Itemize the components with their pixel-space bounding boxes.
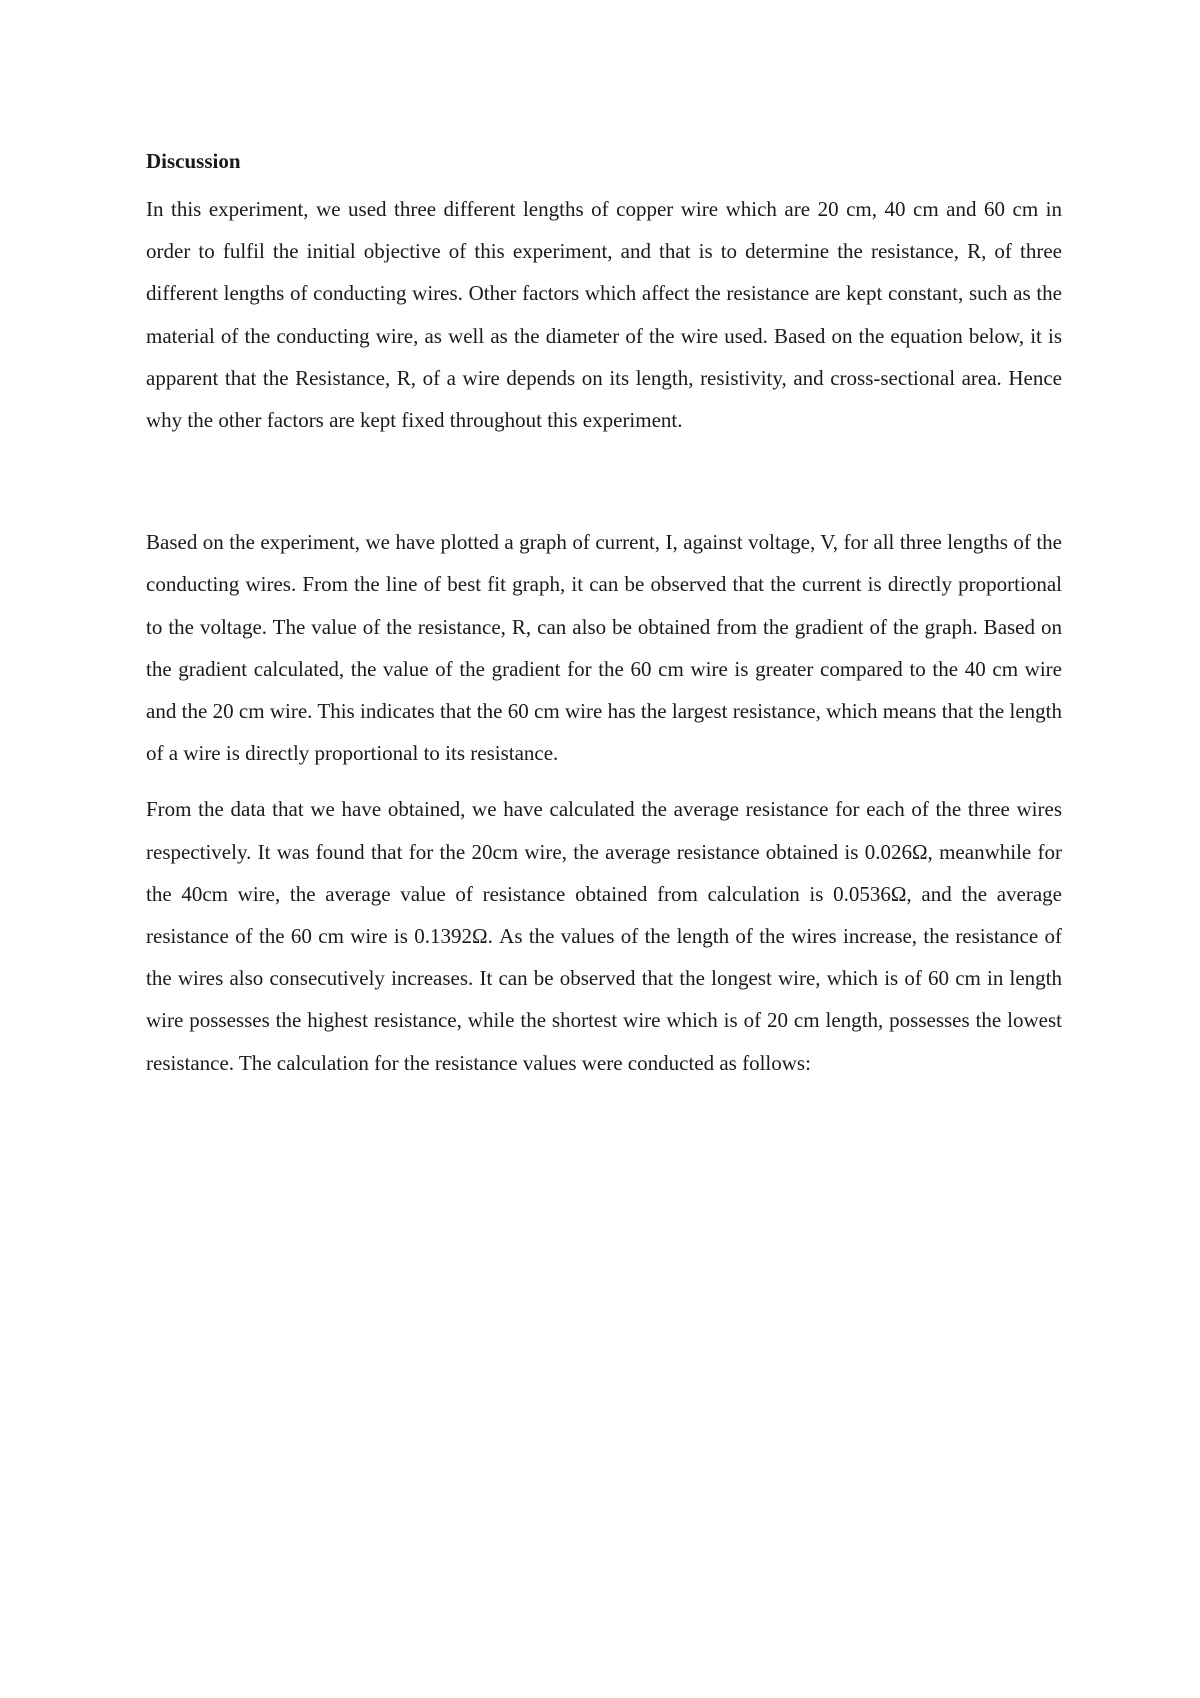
paragraph-intro: In this experiment, we used three different lengths of copper wire which are 20 cm, 40 cm and 60 cm in order to fulfil the initial objective of this experiment, and that is to determine the resistance, R, of three different lengths of conducting wires. Other factors which affect the resistance are kept constant, such as the material of the conducting wire, as well as the diameter of the wire used. Based on the equation below, it is apparent that the Resistance, R, of a wire depends on its length, resistivity, and cross-sectional area. Hence why the other factors are kept fixed throughout this experiment. bbox=[146, 197, 1062, 433]
section-heading: Discussion bbox=[146, 149, 241, 173]
paragraph-graph-analysis: Based on the experiment, we have plotted a graph of current, I, against voltage, V, for all three lengths of the conducting wires. From the line of best fit graph, it can be observed that the current is directly proportional to the voltage. The value of the resistance, R, can also be obtained from the gradient of the graph. Based on the gradient calculated, the value of the gradient for the 60 cm wire is greater compared to the 40 cm wire and the 20 cm wire. This indicates that the 60 cm wire has the largest resistance, which means that the length of a wire is directly proportional to its resistance. bbox=[146, 530, 1062, 766]
paragraph-resistance-results: From the data that we have obtained, we have calculated the average resistance for each of the three wires respectively. It was found that for the 20cm wire, the average resistance obtained is 0.026Ω, meanwhile for the 40cm wire, the average value of resistance obtained from calculation is 0.0536Ω, and the average resistance of the 60 cm wire is 0.1392Ω. As the values of the length of the wires increase, the resistance of the wires also consecutively increases. It can be observed that the longest wire, which is of 60 cm in length wire possesses the highest resistance, while the shortest wire which is of 20 cm length, possesses the lowest resistance. The calculation for the resistance values were conducted as follows: bbox=[146, 797, 1062, 1075]
document-body bbox=[146, 140, 1062, 1084]
